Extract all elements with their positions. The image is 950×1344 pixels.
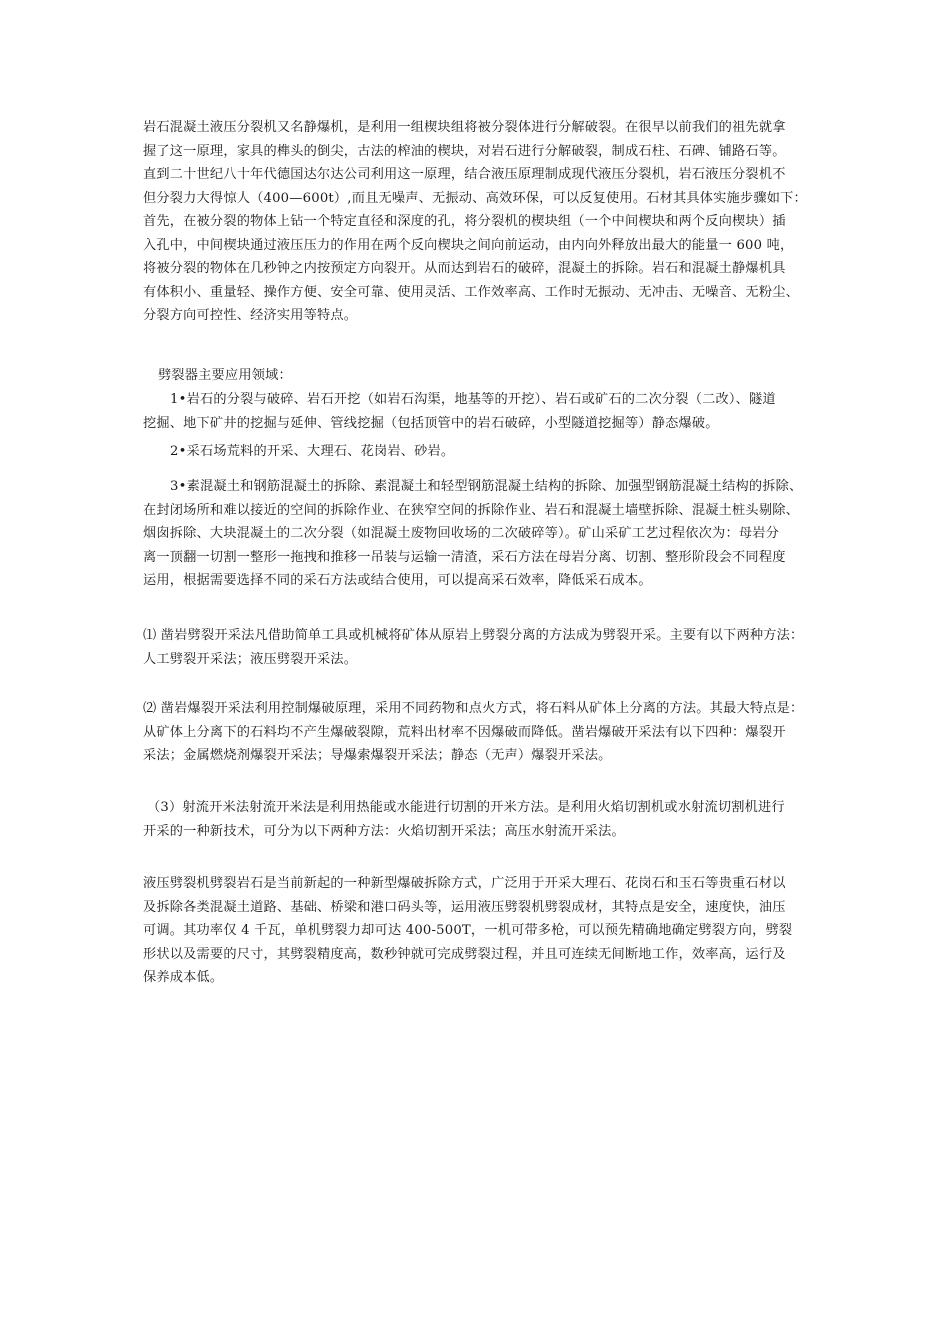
method-2-paragraph — [143, 697, 825, 768]
section-heading: 劈裂器主要应用领域： — [158, 368, 292, 383]
application-item-1 — [143, 388, 825, 435]
text-line: 但分裂力大得惊人（400—600t）,而且无噪声、无振动、高效环保，可以反复使用。石材其具体实施步骤如下： — [143, 190, 807, 206]
text-line: 在封闭场所和难以接近的空间的拆除作业、在狭窄空间的拆除作业、岩石和混凝土墙壁拆除、混凝土桩头剔除、 — [143, 502, 799, 518]
text-line: 分裂方向可控性、经济实用等特点。 — [143, 308, 358, 323]
text-line: 直到二十世纪八十年代德国达尔达公司利用这一原理，结合液压原理制成现代液压分裂机，岩石液压分裂机不 — [143, 167, 786, 182]
closing-paragraph — [143, 872, 825, 990]
text-line: 采法；金属燃烧剂爆裂开采法；导爆索爆裂开采法；静态（无声）爆裂开采法。 — [143, 748, 612, 763]
text-line: 将被分裂的物体在几秒钟之内按预定方向裂开。从而达到岩石的破碎，混凝土的拆除。岩石和混凝土静爆机具 — [143, 261, 786, 276]
text-line: 及拆除各类混凝土道路、基础、桥梁和港口码头等，运用液压劈裂机劈裂成材，其特点是安全，速度快，油压 — [143, 899, 786, 915]
text-line: 3•素混凝土和钢筋混凝土的拆除、素混凝土和轻型钢筋混凝土结构的拆除、加强型钢筋混凝土结构的拆除、 — [170, 479, 803, 494]
text-line: 挖掘、地下矿井的挖掘与延伸、管线挖掘（包括顶管中的岩石破碎，小型隧道挖掘等）静态爆破。 — [143, 415, 719, 431]
text-line: 保养成本低。 — [143, 970, 224, 985]
text-line: ⑵ 凿岩爆裂开采法利用控制爆破原理，采用不同药物和点火方式，将石料从矿体上分离的方法。其最大特点是： — [143, 701, 804, 716]
text-line: 人工劈裂开采法；液压劈裂开采法。 — [143, 651, 358, 667]
text-line: 1•岩石的分裂与破碎、岩石开挖（如岩石沟渠，地基等的开挖）、岩石或矿石的二次分裂（二改）、隧道 — [170, 392, 776, 407]
intro-paragraph — [143, 116, 825, 328]
text-line: 首先，在被分裂的物体上钻一个特定直径和深度的孔，将分裂机的楔块组（一个中间楔块和两个反向楔块）插 — [143, 214, 786, 229]
application-item-3 — [143, 475, 825, 593]
method-1-paragraph — [143, 624, 825, 671]
applications-heading — [158, 364, 825, 388]
method-3-paragraph — [143, 796, 825, 843]
text-line: 液压劈裂机劈裂岩石是当前新起的一种新型爆破拆除方式，广泛用于开采大理石、花岗石和玉石等贵重石材以 — [143, 876, 786, 891]
text-line: 运用，根据需要选择不同的采石方法或结合使用，可以提高采石效率，降低采石成本。 — [143, 573, 652, 588]
text-line: 可调。其功率仅 4 千瓦，单机劈裂力却可达 400-500T，一机可带多枪，可以预先精确地确定劈裂方向，劈裂 — [143, 923, 793, 938]
text-line: 岩石混凝土液压分裂机又名静爆机，是利用一组楔块组将被分裂体进行分解破裂。在很早以前我们的祖先就拿 — [143, 120, 786, 135]
text-line: 形状以及需要的尺寸，其劈裂精度高，数秒钟就可完成劈裂过程，并且可连续无间断地工作，效率高，运行及 — [143, 946, 786, 962]
text-line: 握了这一原理，家具的榫头的倒尖，古法的榨油的楔块，对岩石进行分解破裂，制成石柱、石碑、铺路石等。 — [143, 143, 786, 159]
text-line: 离一顶翻一切割一整形一拖拽和推移一吊装与运输一清渣，采石方法在母岩分离、切割、整形阶段会不同程度 — [143, 549, 786, 565]
application-item-2 — [143, 440, 825, 464]
text-line: 2•采石场荒料的开采、大理石、花岗岩、砂岩。 — [170, 444, 455, 459]
text-line: 入孔中，中间楔块通过液压压力的作用在两个反向楔块之间向前运动，由内向外释放出最大的能量一 600 吨， — [143, 237, 794, 253]
text-line: 开采的一种新技术，可分为以下两种方法：火焰切割开采法；高压水射流开采法。 — [143, 823, 625, 839]
text-line: 有体积小、重量轻、操作方便、安全可靠、使用灵活、工作效率高、工作时无振动、无冲击、无噪音、无粉尘、 — [143, 284, 799, 300]
text-line: 烟囱拆除、大块混凝土的二次分裂（如混凝土废物回收场的二次破碎等）。矿山采矿工艺过程依次为：母岩分 — [143, 526, 779, 541]
text-line: 从矿体上分离下的石料均不产生爆破裂隙，荒料出材率不因爆破而降低。凿岩爆破开采法有以下四种：爆裂开 — [143, 724, 786, 740]
text-line: ⑴ 凿岩劈裂开采法凡借助简单工具或机械将矿体从原岩上劈裂分离的方法成为劈裂开采。主要有以下两种方法： — [143, 628, 804, 643]
text-line: （3）射流开米法射流开米法是利用热能或水能进行切割的开米方法。是利用火焰切割机或水射流切割机进行 — [147, 800, 785, 815]
